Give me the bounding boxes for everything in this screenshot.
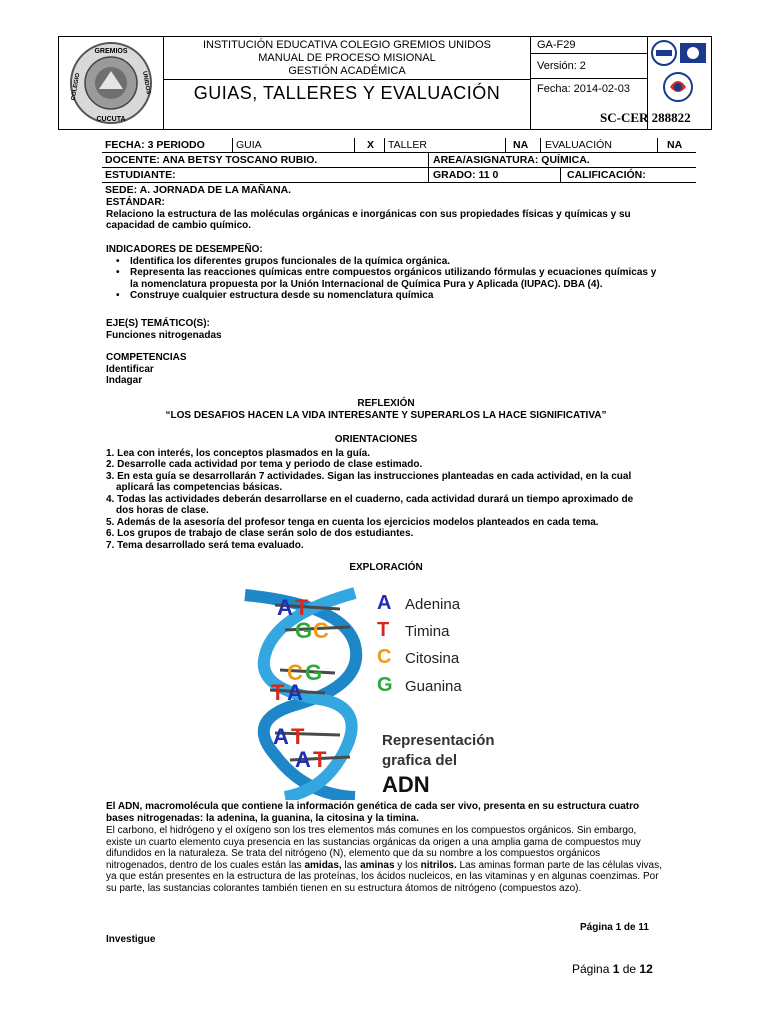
pair-gc-g: G bbox=[295, 618, 313, 643]
orientacion-item: 3. En esta guía se desarrollarán 7 actividades. Sigan las instrucciones planteadas en cada actividad, en la cual aplicará las competencias básicas. bbox=[106, 470, 632, 493]
exploracion-heading: EXPLORACIÓN bbox=[349, 562, 423, 573]
pair-at-2-t: T bbox=[291, 724, 305, 749]
fecha-cell: FECHA: 3 PERIODO bbox=[105, 139, 205, 151]
legend-name-g: Guanina bbox=[405, 678, 462, 695]
term-amidas: amidas, bbox=[304, 859, 342, 871]
area-cell: AREA/ASIGNATURA: QUÍMICA. bbox=[433, 154, 590, 166]
term-nitrilos: nitrilos. bbox=[420, 859, 457, 871]
inner-page-number: Página 1 de 11 bbox=[580, 922, 649, 933]
adn-bold-paragraph: El ADN, macromolécula que contiene la información genética de cada ser vivo, presenta en su estructura cuatro bases nitrogenadas: la adenina, la guanina, la citosina y la timina. bbox=[106, 801, 640, 824]
page-number: Página 1 de 12 bbox=[572, 962, 653, 976]
term-aminas: aminas bbox=[360, 859, 395, 871]
taller-cell: TALLER bbox=[388, 139, 427, 151]
gestion-name: GESTIÓN ACADÉMICA bbox=[288, 65, 406, 77]
orientacion-item: 4. Todas las actividades deberán desarrollarse en el cuaderno, cada actividad durará un tiempo aproximado de dos horas de clase. bbox=[106, 493, 634, 516]
indicadores-section bbox=[106, 244, 666, 302]
legend-letter-g: G bbox=[377, 674, 393, 696]
info-row-docente bbox=[102, 153, 696, 168]
caption-line-1: Representación bbox=[382, 732, 495, 749]
certification-icon bbox=[648, 37, 711, 107]
legend-letter-a: A bbox=[377, 592, 392, 614]
svg-text:GREMIOS: GREMIOS bbox=[94, 48, 128, 55]
indicador-item: • Identifica los diferentes grupos funcionales de la química orgánica. bbox=[106, 256, 666, 268]
svg-text:CUCUTA: CUCUTA bbox=[96, 116, 126, 123]
docente-cell: DOCENTE: ANA BETSY TOSCANO RUBIO. bbox=[105, 154, 318, 166]
header-center bbox=[164, 37, 531, 129]
indicador-item: • Construye cualquier estructura desde su nomenclatura química bbox=[106, 290, 666, 302]
document-title: GUIAS, TALLERES Y EVALUACIÓN bbox=[193, 83, 501, 103]
reflexion-heading: REFLEXIÓN bbox=[357, 398, 415, 409]
evaluacion-cell: EVALUACIÓN bbox=[545, 139, 612, 151]
orientaciones-heading: ORIENTACIONES bbox=[334, 434, 418, 445]
ejes-text: Funciones nitrogenadas bbox=[106, 329, 222, 341]
pair-cg-c: C bbox=[287, 660, 303, 685]
pair-at-1-t: T bbox=[295, 595, 309, 620]
orientacion-item: 5. Además de la asesoría del profesor tenga en cuenta los ejercicios modelos planteados en cada tema. bbox=[106, 516, 599, 528]
taller-mark: NA bbox=[513, 139, 529, 151]
pair-at-3-t: T bbox=[313, 747, 327, 772]
pair-at-2-a: A bbox=[273, 724, 289, 749]
pair-cg-g: G bbox=[305, 660, 323, 685]
doc-code: GA-F29 bbox=[531, 37, 647, 54]
info-row-estudiante bbox=[102, 168, 696, 183]
ejes-section bbox=[106, 318, 666, 341]
certificate-number: SC-CER 288822 bbox=[600, 110, 691, 125]
guia-cell: GUIA bbox=[236, 139, 262, 151]
orientacion-item: 7. Tema desarrollado será tema evaluado. bbox=[106, 539, 304, 551]
pair-ta-a: A bbox=[287, 680, 303, 705]
pair-at-3-a: A bbox=[295, 747, 311, 772]
grado-cell: GRADO: 11 0 bbox=[433, 169, 499, 181]
legend-name-a: Adenina bbox=[405, 596, 461, 613]
indicador-item: • Representa las reacciones químicas entre compuestos orgánicos utilizando fórmulas y ecuaciones químicas y la nomenclatura propuesta por la Unión Internacional de Química Pura y Aplicada (IUPAC). DBA (4). bbox=[106, 267, 666, 290]
competencia-item: Identificar bbox=[106, 363, 154, 375]
adn-paragraph: El carbono, el hidrógeno y el oxígeno son los tres elementos más comunes en los compuestos orgánicos. Sin embargo, existe un cuarto elemento cuya presencia en las sustancias orgánicas da origen a una amplia gama de compuestos muy difundidos en la naturaleza. Se trata del nitrógeno (N), elemento que da su nombre a los compuestos orgánicos nitrogenados, dentro de los cuales están las amidas, las aminas y los nitrilos. Las aminas forman parte de las células vivas, ya que están presentes en la estructura de las proteínas, los ácidos nucleicos, en las vitaminas y en algunas coenzimas. Por su parte, las sustancias colorantes también tienen en su estructura átomos de nitrógeno (compuestos azo). bbox=[106, 825, 662, 894]
info-row-type bbox=[102, 138, 696, 153]
reflexion-section bbox=[106, 398, 666, 421]
dna-figure bbox=[235, 585, 545, 800]
indicadores-heading: INDICADORES DE DESEMPEÑO: bbox=[106, 244, 263, 255]
estandar-heading: ESTÁNDAR: bbox=[106, 197, 165, 208]
caption-line-2: grafica del bbox=[382, 752, 458, 769]
manual-name: MANUAL DE PROCESO MISIONAL bbox=[258, 52, 436, 64]
school-logo-cell bbox=[59, 37, 164, 129]
info-row-sede bbox=[102, 183, 696, 197]
pair-gc-c: C bbox=[313, 618, 329, 643]
doc-version: Versión: 2 bbox=[531, 54, 647, 79]
investigue-heading: Investigue bbox=[106, 934, 156, 945]
legend-letter-c: C bbox=[377, 646, 392, 668]
institution-name: INSTITUCIÓN EDUCATIVA COLEGIO GREMIOS UNIDOS bbox=[202, 39, 492, 51]
legend-name-c: Citosina bbox=[405, 650, 460, 667]
estandar-text: Relaciono la estructura de las moléculas orgánicas e inorgánicas con sus propiedades físicas y químicas y su capacidad de cambio químico. bbox=[106, 208, 631, 231]
legend-letter-t: T bbox=[377, 619, 390, 641]
competencias-heading: COMPETENCIAS bbox=[106, 352, 187, 363]
ejes-heading: EJE(S) TEMÁTICO(S): bbox=[106, 318, 210, 329]
evaluacion-mark: NA bbox=[667, 139, 683, 151]
legend-name-t: Timina bbox=[405, 623, 450, 640]
svg-text:UNIDOS: UNIDOS bbox=[141, 70, 151, 95]
orientaciones-section bbox=[106, 434, 646, 551]
sede-cell: SEDE: A. JORNADA DE LA MAÑANA. bbox=[105, 184, 292, 196]
pair-ta-t: T bbox=[271, 680, 285, 705]
doc-date: Fecha: 2014-02-03 bbox=[537, 83, 630, 95]
competencia-item: Indagar bbox=[106, 375, 143, 386]
school-logo bbox=[59, 37, 163, 129]
orientacion-item: 1. Lea con interés, los conceptos plasmados en la guía. bbox=[106, 447, 370, 459]
estudiante-cell: ESTUDIANTE: bbox=[105, 169, 176, 181]
guia-mark: X bbox=[367, 139, 375, 151]
svg-text:COLEGIO: COLEGIO bbox=[70, 72, 82, 101]
dna-helix-illustration bbox=[235, 585, 545, 800]
caption-line-3: ADN bbox=[382, 772, 430, 797]
orientacion-item: 2. Desarrolle cada actividad por tema y periodo de clase estimado. bbox=[106, 459, 423, 470]
competencias-section bbox=[106, 352, 666, 387]
calificacion-cell: CALIFICACIÓN: bbox=[567, 169, 646, 181]
pair-at-1-a: A bbox=[277, 595, 293, 620]
orientacion-item: 6. Los grupos de trabajo de clase serán solo de dos estudiantes. bbox=[106, 528, 414, 539]
estandar-section bbox=[106, 197, 666, 232]
reflexion-quote: “LOS DESAFIOS HACEN LA VIDA INTERESANTE Y SUPERARLOS LA HACE SIGNIFICATIVA” bbox=[165, 409, 607, 421]
info-table bbox=[102, 138, 696, 197]
